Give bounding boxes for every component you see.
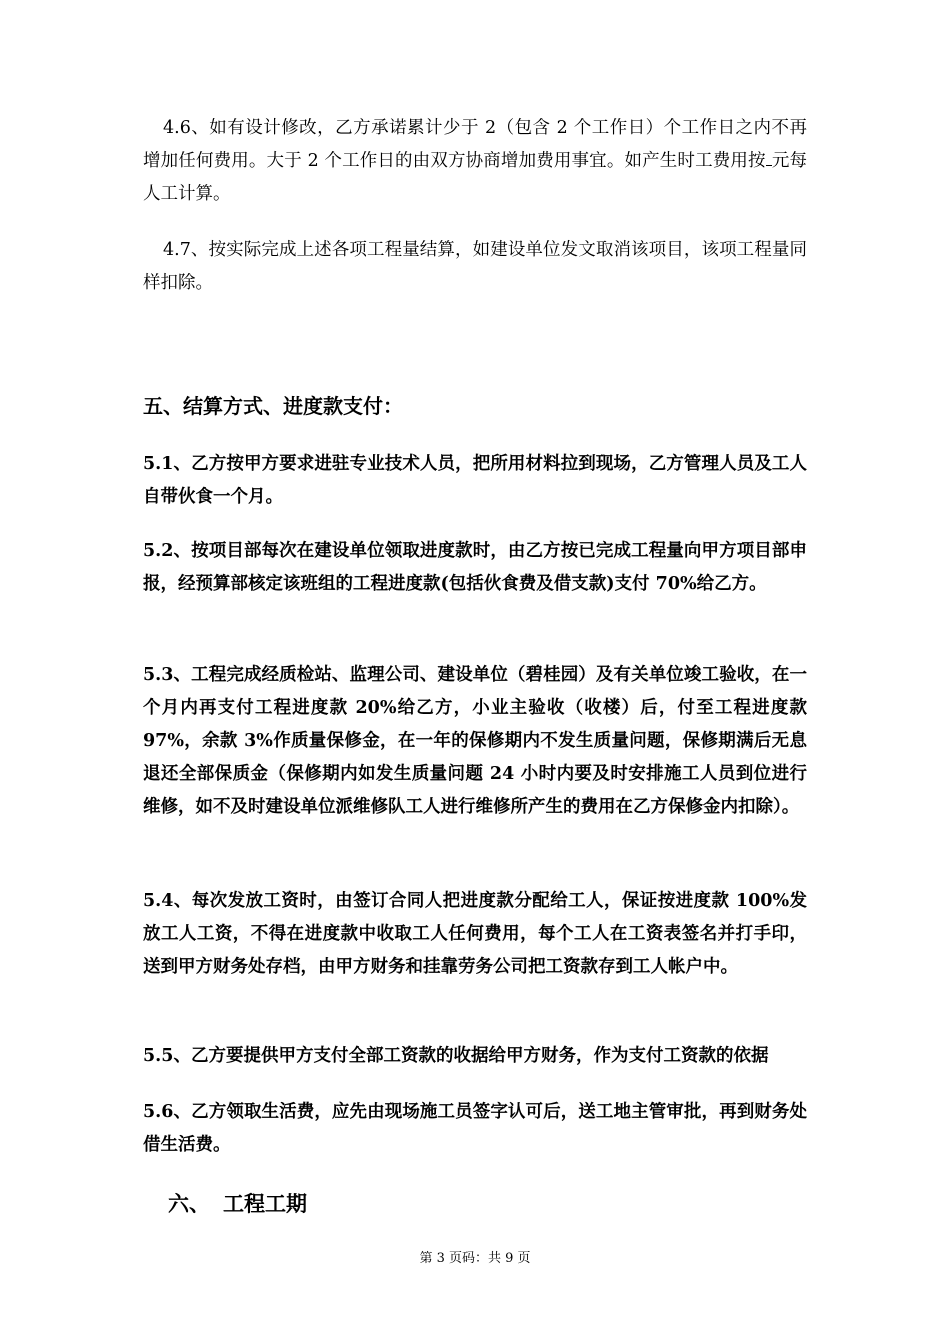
clause-5-5: 5.5、乙方要提供甲方支付全部工资款的收据给甲方财务，作为支付工资款的依据 [143,1046,769,1066]
clause-4-6-text: 4.6、如有设计修改，乙方承诺累计少于 2（包含 2 个工作日）个工作日之内不再增加任何费用。大于 2 个工作日的由双方协商增加费用事宜。如产生时工费用按 [143,118,807,171]
section-5-heading: 五、结算方式、进度款支付： [143,394,403,418]
clause-4-6 [143,112,807,211]
clause-5-1: 5.1、乙方按甲方要求进驻专业技术人员，把所用材料拉到现场，乙方管理人员及工人自带伙食一个月。 [143,454,807,507]
clause-5-6: 5.6、乙方领取生活费，应先由现场施工员签字认可后，送工地主管审批，再到财务处借生活费。 [143,1102,807,1155]
section-6-heading [168,1189,307,1219]
section-6-title: 工程工期 [223,1191,307,1216]
page-footer: 第 3 页码：共 9 页 [419,1251,531,1266]
clause-5-4: 5.4、每次发放工资时，由签订合同人把进度款分配给工人，保证按进度款 100%发放工人工资，不得在进度款中收取工人任何费用，每个工人在工资表签名并打手印，送到甲方财务处存档，由甲方财务和挂靠劳务公司把工资款存到工人帐户中。 [143,891,807,977]
section-6-number: 六、 [168,1191,210,1216]
clause-4-6-tail: 元每人工计算。 [143,151,808,204]
clause-4-7: 4.7、按实际完成上述各项工程量结算，如建设单位发文取消该项目，该项工程量同样扣除。 [143,240,807,293]
clause-5-2: 5.2、按项目部每次在建设单位领取进度款时，由乙方按已完成工程量向甲方项目部申报，经预算部核定该班组的工程进度款(包括伙食费及借支款)支付 70%给乙方。 [143,541,807,594]
clause-5-3: 5.3、工程完成经质检站、监理公司、建设单位（碧桂园）及有关单位竣工验收，在一个月内再支付工程进度款 20%给乙方，小业主验收（收楼）后，付至工程进度款 97%，余款 3%作质量保修金，在一年的保修期内不发生质量问题，保修期满后无息退还全部保质金（保修期内如发生质量问题 24 小时内要及时安排施工人员到位进行维修，如不及时建设单位派维修队工人进行维修所产生的费用在乙方保修金内扣除）。 [143,665,807,817]
